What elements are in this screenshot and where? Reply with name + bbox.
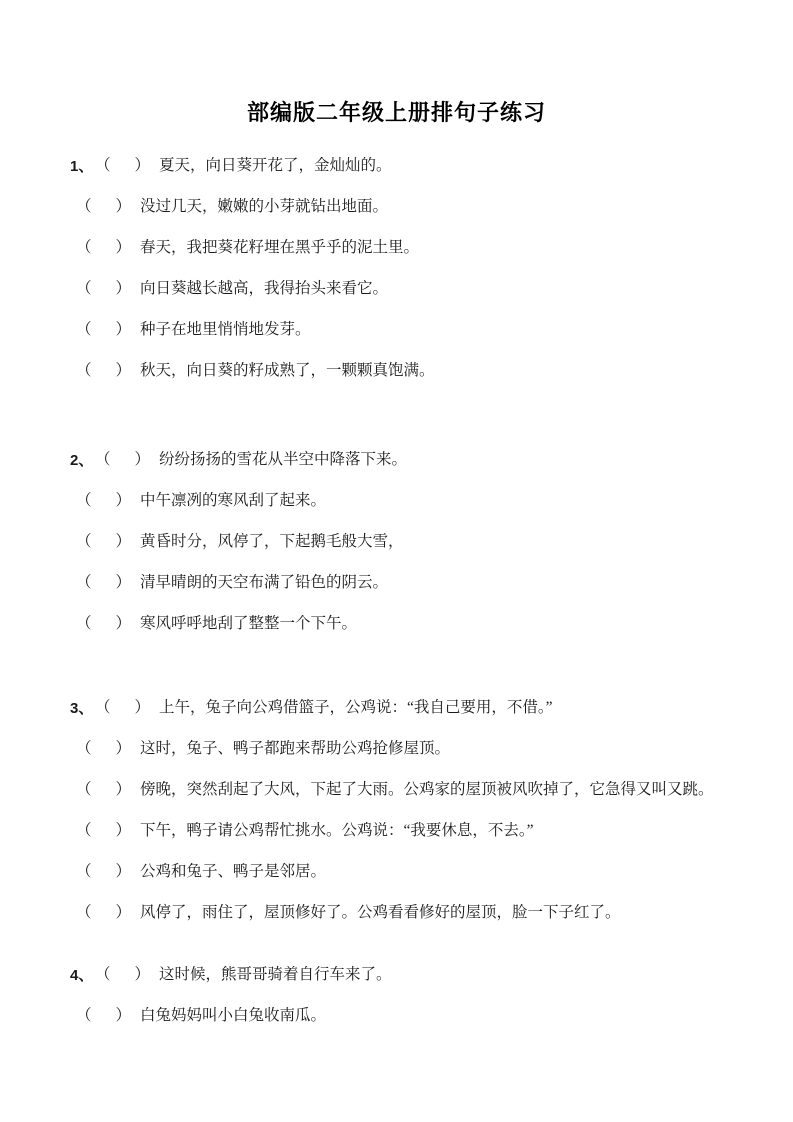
- exercise-line: [0, 196, 793, 237]
- exercise-line: [0, 964, 793, 1005]
- answer-blank: [76, 902, 131, 923]
- answer-blank: [76, 531, 131, 552]
- answer-blank: [76, 360, 131, 381]
- paren-close: ）: [115, 1007, 131, 1024]
- answer-blank: [95, 697, 150, 718]
- exercise-2: [0, 449, 793, 654]
- sentence-text: 中午凛冽的寒风刮了起来。: [140, 492, 327, 509]
- exercise-line: [0, 613, 793, 654]
- paren-open: （: [76, 533, 92, 550]
- sentence-text: 清早晴朗的天空布满了铅色的阴云。: [140, 574, 389, 591]
- paren-open: （: [76, 280, 92, 297]
- answer-blank: [76, 490, 131, 511]
- paren-open: （: [76, 904, 92, 921]
- exercise-line: [0, 237, 793, 278]
- paren-close: ）: [134, 966, 150, 983]
- answer-blank: [95, 449, 150, 470]
- exercise-line: [0, 738, 793, 779]
- exercise-number: 1、: [70, 158, 94, 175]
- paren-close: ）: [115, 822, 131, 839]
- paren-close: ）: [115, 492, 131, 509]
- exercise-line: [0, 155, 793, 196]
- answer-blank: [76, 820, 131, 841]
- sentence-text: 公鸡和兔子、鸭子是邻居。: [140, 863, 327, 880]
- exercise-line: [0, 902, 793, 943]
- paren-open: （: [76, 822, 92, 839]
- exercise-number: 4、: [70, 967, 94, 984]
- sentence-text: 种子在地里悄悄地发芽。: [140, 321, 311, 338]
- answer-blank: [95, 964, 150, 985]
- answer-blank: [76, 613, 131, 634]
- exercise-1: [0, 155, 793, 401]
- paren-open: （: [76, 863, 92, 880]
- sentence-text: 这时候，熊哥哥骑着自行车来了。: [159, 966, 392, 983]
- paren-open: （: [76, 740, 92, 757]
- sentence-text: 下午，鸭子请公鸡帮忙挑水。公鸡说：“我要休息，不去。”: [140, 822, 534, 839]
- sentence-text: 春天，我把葵花籽埋在黑乎乎的泥土里。: [140, 239, 420, 256]
- exercise-line: [0, 360, 793, 401]
- exercise-line: [0, 531, 793, 572]
- sentence-text: 夏天，向日葵开花了，金灿灿的。: [159, 157, 392, 174]
- answer-blank: [76, 278, 131, 299]
- paren-close: ）: [115, 904, 131, 921]
- paren-open: （: [76, 1007, 92, 1024]
- exercise-number: 2、: [70, 452, 94, 469]
- answer-blank: [76, 738, 131, 759]
- paren-open: （: [95, 699, 111, 716]
- sentence-text: 这时，兔子、鸭子都跑来帮助公鸡抢修屋顶。: [140, 740, 451, 757]
- answer-blank: [76, 237, 131, 258]
- paren-close: ）: [115, 280, 131, 297]
- sentence-text: 秋天，向日葵的籽成熟了，一颗颗真饱满。: [140, 362, 435, 379]
- paren-close: ）: [134, 451, 150, 468]
- answer-blank: [76, 572, 131, 593]
- sentence-text: 没过几天，嫩嫩的小芽就钻出地面。: [140, 198, 389, 215]
- exercise-line: [0, 449, 793, 490]
- paren-close: ）: [134, 157, 150, 174]
- sentence-text: 向日葵越长越高，我得抬头来看它。: [140, 280, 389, 297]
- paren-close: ）: [115, 362, 131, 379]
- exercise-line: [0, 572, 793, 613]
- answer-blank: [76, 1005, 131, 1026]
- sentence-text: 傍晚，突然刮起了大风，下起了大雨。公鸡家的屋顶被风吹掉了，它急得又叫又跳。: [140, 781, 714, 798]
- paren-open: （: [76, 574, 92, 591]
- paren-open: （: [76, 198, 92, 215]
- exercise-line: [0, 319, 793, 360]
- exercise-line: [0, 820, 793, 861]
- paren-close: ）: [115, 239, 131, 256]
- sentence-text: 上午，兔子向公鸡借篮子，公鸡说：“我自己要用，不借。”: [159, 699, 553, 716]
- exercise-3: [0, 697, 793, 943]
- exercise-number: 3、: [70, 700, 94, 717]
- paren-close: ）: [115, 740, 131, 757]
- paren-close: ）: [115, 574, 131, 591]
- paren-open: （: [76, 492, 92, 509]
- sentence-text: 寒风呼呼地刮了整整一个下午。: [140, 615, 358, 632]
- paren-close: ）: [115, 198, 131, 215]
- paren-open: （: [76, 321, 92, 338]
- paren-open: （: [95, 451, 111, 468]
- paren-close: ）: [115, 533, 131, 550]
- exercise-line: [0, 278, 793, 319]
- paren-open: （: [76, 362, 92, 379]
- answer-blank: [95, 155, 150, 176]
- exercise-4: [0, 964, 793, 1046]
- sentence-text: 纷纷扬扬的雪花从半空中降落下来。: [159, 451, 408, 468]
- paren-close: ）: [115, 863, 131, 880]
- sentence-text: 风停了，雨住了，屋顶修好了。公鸡看看修好的屋顶，脸一下子红了。: [140, 904, 621, 921]
- exercise-list: [0, 155, 793, 1046]
- paren-close: ）: [115, 781, 131, 798]
- exercise-line: [0, 490, 793, 531]
- answer-blank: [76, 196, 131, 217]
- exercise-line: [0, 697, 793, 738]
- paren-open: （: [76, 615, 92, 632]
- paren-close: ）: [115, 321, 131, 338]
- paren-open: （: [95, 157, 111, 174]
- paren-open: （: [76, 781, 92, 798]
- exercise-line: [0, 779, 793, 820]
- sentence-text: 黄昏时分，风停了，下起鹅毛般大雪，: [140, 533, 404, 550]
- sentence-text: 白兔妈妈叫小白兔收南瓜。: [140, 1007, 327, 1024]
- paren-close: ）: [134, 699, 150, 716]
- paren-close: ）: [115, 615, 131, 632]
- paren-open: （: [95, 966, 111, 983]
- exercise-line: [0, 861, 793, 902]
- answer-blank: [76, 779, 131, 800]
- exercise-line: [0, 1005, 793, 1046]
- page-title: 部编版二年级上册排句子练习: [246, 100, 546, 125]
- answer-blank: [76, 319, 131, 340]
- answer-blank: [76, 861, 131, 882]
- paren-open: （: [76, 239, 92, 256]
